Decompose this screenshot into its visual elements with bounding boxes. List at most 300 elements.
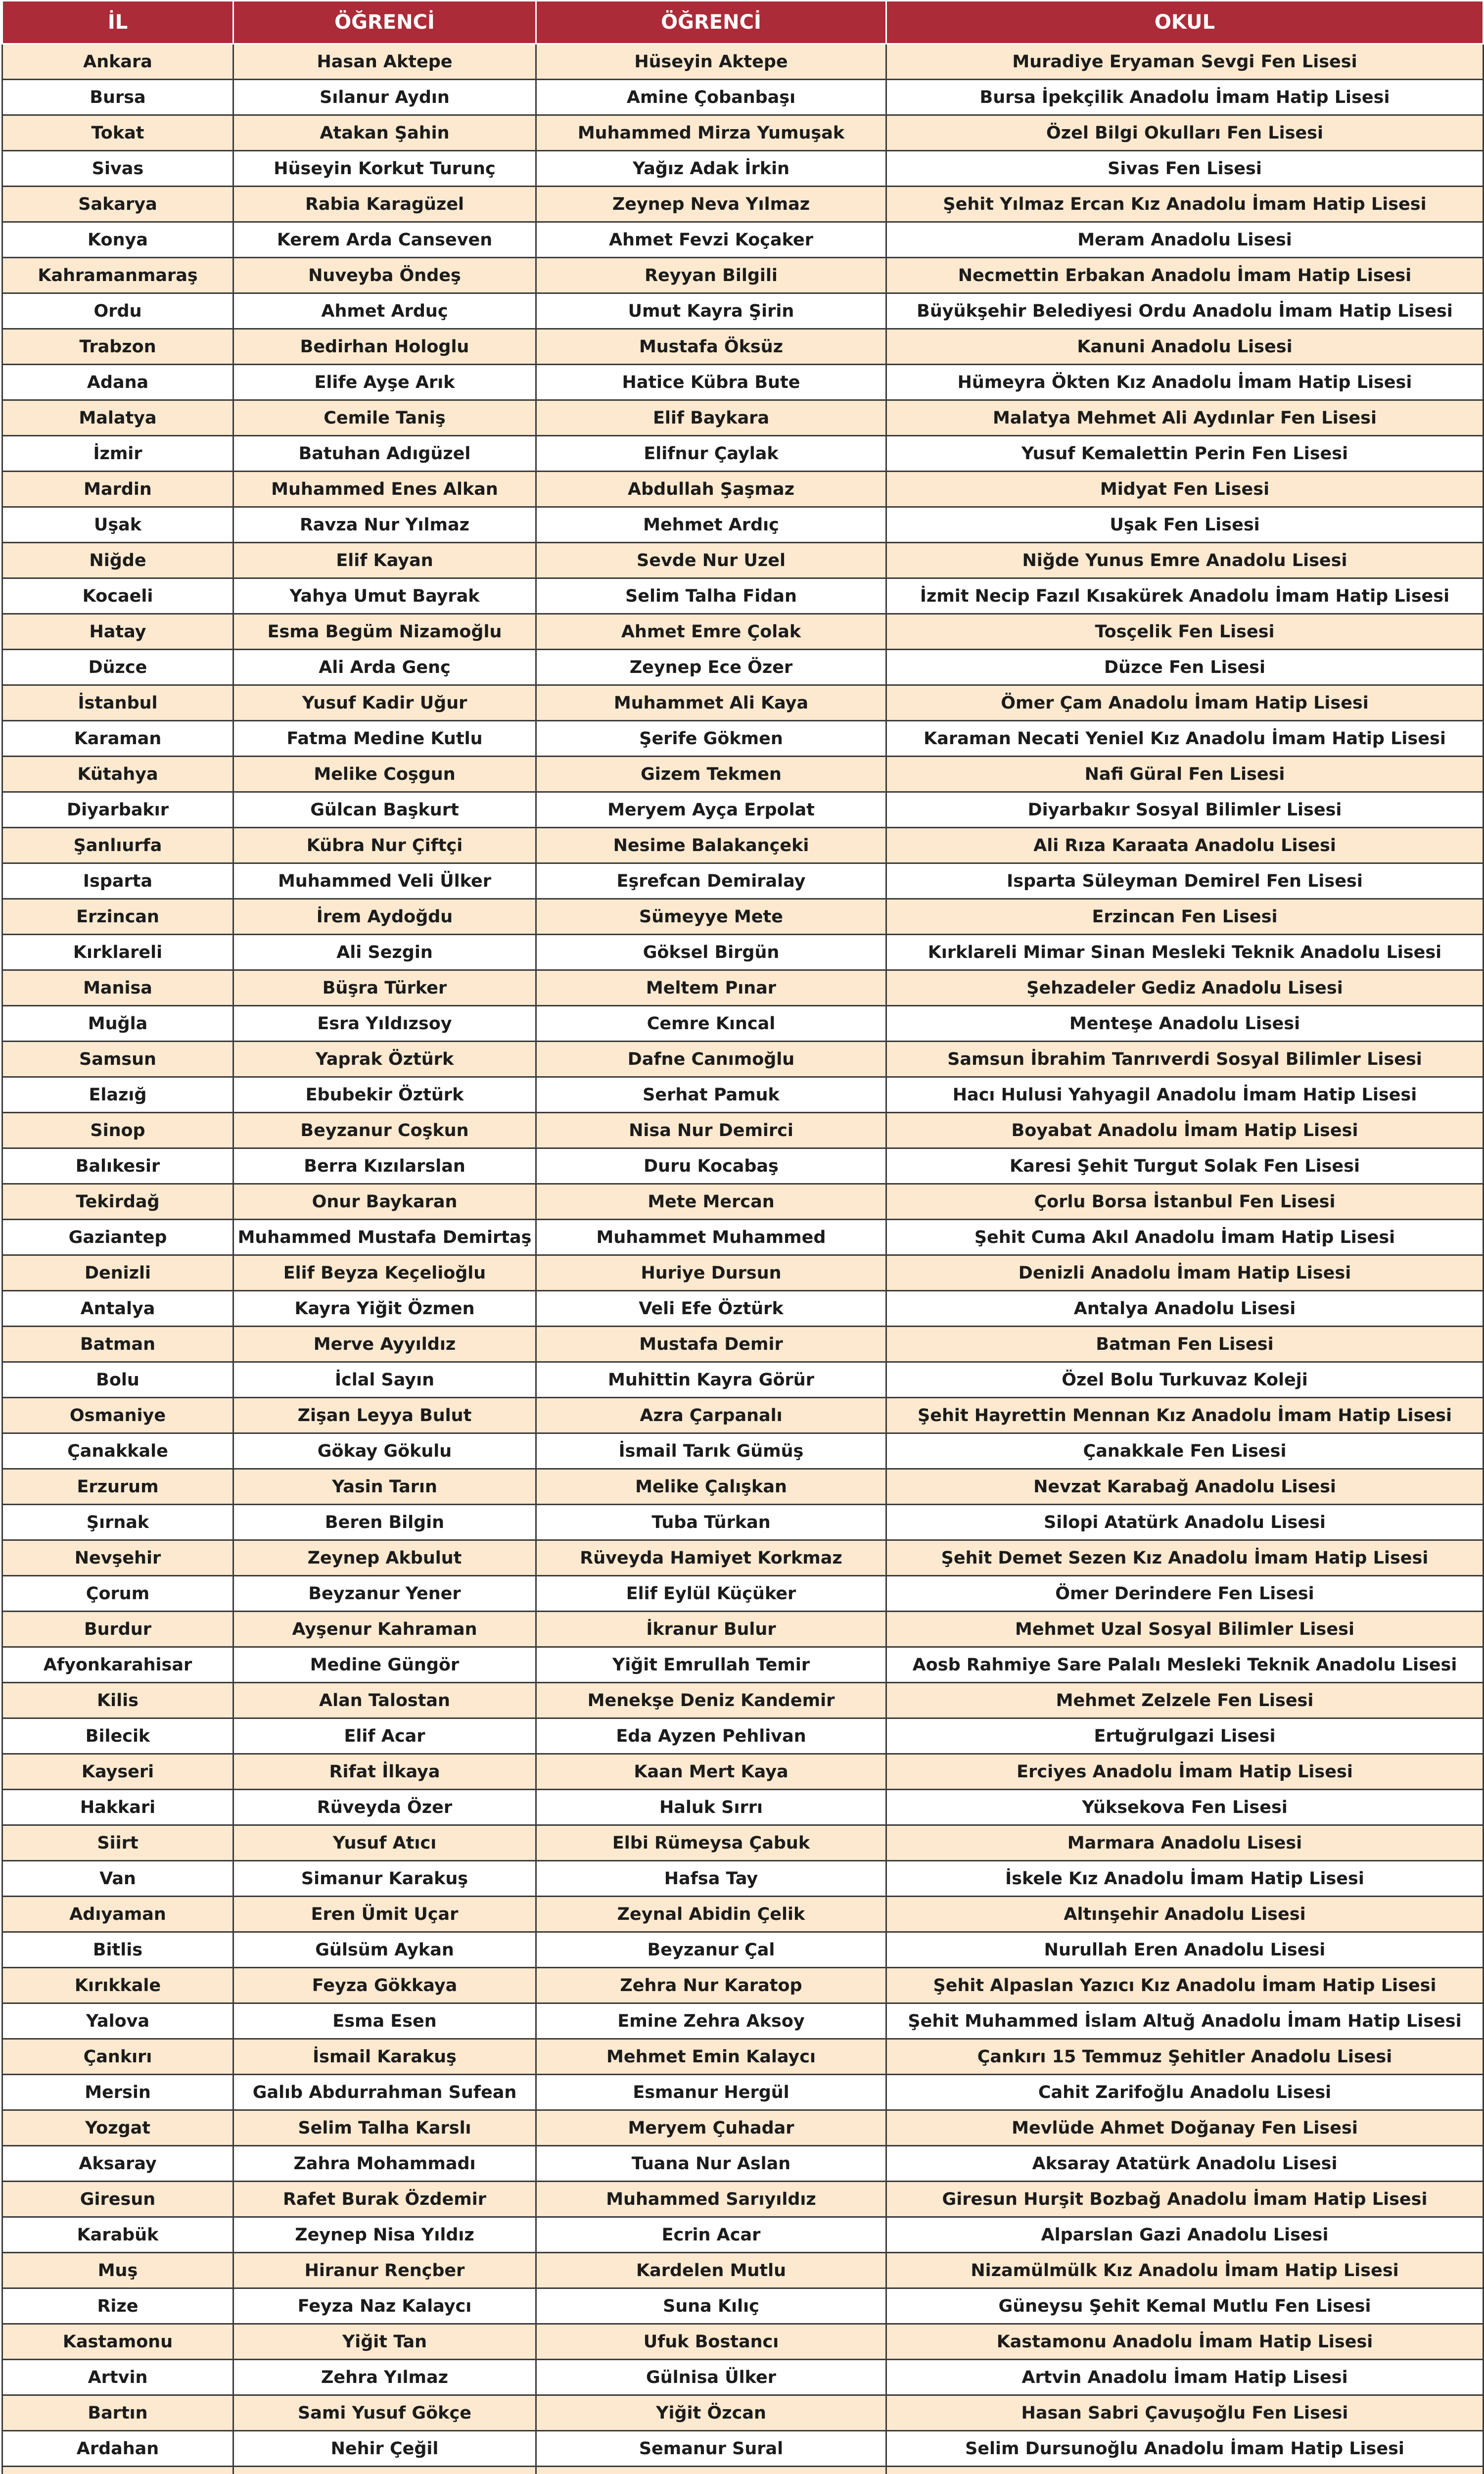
province-cell: Muğla <box>2 1006 233 1042</box>
table-row <box>2 258 1484 293</box>
school-cell: Tosçelik Fen Lisesi <box>886 614 1484 650</box>
province-cell: Yalova <box>2 2003 233 2039</box>
student-2-cell: Muhammed Sarıyıldız <box>536 2182 886 2217</box>
table-row <box>2 1398 1484 1433</box>
student-1-cell: Zahra Mohammadı <box>233 2146 536 2182</box>
province-cell: Erzincan <box>2 899 233 935</box>
student-1-cell: Kübra Nur Çiftçi <box>233 828 536 863</box>
table-row <box>2 757 1484 792</box>
table-row <box>2 222 1484 258</box>
school-cell: İskele Kız Anadolu İmam Hatip Lisesi <box>886 1861 1484 1897</box>
province-cell: Kilis <box>2 1683 233 1718</box>
table-row <box>2 1220 1484 1255</box>
student-1-cell: Eren Ümit Uçar <box>233 1897 536 1932</box>
student-2-cell: Muhittin Kayra Görür <box>536 1362 886 1398</box>
province-cell: Hatay <box>2 614 233 650</box>
school-cell: Şehit Muhammed İslam Altuğ Anadolu İmam Hatip Lisesi <box>886 2003 1484 2039</box>
province-cell: Kastamonu <box>2 2324 233 2360</box>
province-cell: Yozgat <box>2 2110 233 2146</box>
student-2-cell: Semanur Sural <box>536 2431 886 2467</box>
province-cell: Karaman <box>2 721 233 757</box>
table-row <box>2 935 1484 970</box>
table-row <box>2 899 1484 935</box>
student-1-cell: Nehir Çeğil <box>233 2431 536 2467</box>
school-cell: Midyat Fen Lisesi <box>886 472 1484 507</box>
student-1-cell: Ravza Nur Yılmaz <box>233 507 536 543</box>
province-cell: Burdur <box>2 1612 233 1647</box>
school-cell: Hümeyra Ökten Kız Anadolu İmam Hatip Lisesi <box>886 365 1484 400</box>
table-row <box>2 2003 1484 2039</box>
student-1-cell: Berra Kızılarslan <box>233 1148 536 1184</box>
table-row <box>2 472 1484 507</box>
student-1-cell: Gülcan Başkurt <box>233 792 536 828</box>
school-cell: Karesi Şehit Turgut Solak Fen Lisesi <box>886 1148 1484 1184</box>
student-1-cell: Esra Yıldızsoy <box>233 1006 536 1042</box>
student-1-cell: Beren Bilgin <box>233 1505 536 1540</box>
student-1-cell: Zeynep Akbulut <box>233 1540 536 1576</box>
table-row <box>2 1113 1484 1148</box>
student-2-cell <box>536 2467 886 2474</box>
school-cell: Antalya Anadolu Lisesi <box>886 1291 1484 1327</box>
table-row <box>2 792 1484 828</box>
table-row <box>2 721 1484 757</box>
table-row <box>2 80 1484 115</box>
table-header <box>2 1 1484 44</box>
school-cell: Mehmet Uzal Sosyal Bilimler Lisesi <box>886 1612 1484 1647</box>
school-cell: Silopi Atatürk Anadolu Lisesi <box>886 1505 1484 1540</box>
province-cell: Elazığ <box>2 1077 233 1113</box>
table-row <box>2 187 1484 222</box>
province-cell: Kayseri <box>2 1754 233 1790</box>
province-cell: Adana <box>2 365 233 400</box>
student-2-cell: Ufuk Bostancı <box>536 2324 886 2360</box>
province-cell: Malatya <box>2 400 233 436</box>
student-1-cell: Ahmet Arduç <box>233 293 536 329</box>
province-cell: Niğde <box>2 543 233 578</box>
student-2-cell: Beyzanur Çal <box>536 1932 886 1968</box>
table-row <box>2 1006 1484 1042</box>
student-1-cell: Feyza Gökkaya <box>233 1968 536 2003</box>
table-row <box>2 293 1484 329</box>
student-2-cell: Selim Talha Fidan <box>536 578 886 614</box>
table-row <box>2 2146 1484 2182</box>
student-2-cell: Haluk Sırrı <box>536 1790 886 1825</box>
province-cell: Düzce <box>2 650 233 685</box>
student-2-cell: Hafsa Tay <box>536 1861 886 1897</box>
school-cell: Erciyes Anadolu İmam Hatip Lisesi <box>886 1754 1484 1790</box>
school-cell: Meram Anadolu Lisesi <box>886 222 1484 258</box>
province-cell: Batman <box>2 1327 233 1362</box>
table-row <box>2 1576 1484 1612</box>
province-cell: Muş <box>2 2253 233 2288</box>
province-cell: Bilecik <box>2 1718 233 1754</box>
student-1-cell <box>233 2467 536 2474</box>
school-cell: Cahit Zarifoğlu Anadolu Lisesi <box>886 2075 1484 2110</box>
province-cell: Bartın <box>2 2395 233 2431</box>
school-cell: Şehzadeler Gediz Anadolu Lisesi <box>886 970 1484 1006</box>
student-1-cell: Muhammed Mustafa Demirtaş <box>233 1220 536 1255</box>
header-school: OKUL <box>886 1 1484 44</box>
province-cell: Bitlis <box>2 1932 233 1968</box>
student-2-cell: Zeynep Neva Yılmaz <box>536 187 886 222</box>
student-1-cell: Zehra Yılmaz <box>233 2360 536 2395</box>
province-cell: Bolu <box>2 1362 233 1398</box>
student-2-cell: Mustafa Demir <box>536 1327 886 1362</box>
student-2-cell: Menekşe Deniz Kandemir <box>536 1683 886 1718</box>
table-row <box>2 400 1484 436</box>
school-cell: Büyükşehir Belediyesi Ordu Anadolu İmam Hatip Lisesi <box>886 293 1484 329</box>
student-2-cell: Sümeyye Mete <box>536 899 886 935</box>
table-row <box>2 365 1484 400</box>
student-1-cell: Sami Yusuf Gökçe <box>233 2395 536 2431</box>
school-cell: Ömer Çam Anadolu İmam Hatip Lisesi <box>886 685 1484 721</box>
student-2-cell: Cemre Kıncal <box>536 1006 886 1042</box>
header-row <box>2 1 1484 44</box>
table-row <box>2 1184 1484 1220</box>
student-1-cell: Elife Ayşe Arık <box>233 365 536 400</box>
table-row <box>2 1683 1484 1718</box>
student-2-cell: Reyyan Bilgili <box>536 258 886 293</box>
province-cell: Kırklareli <box>2 935 233 970</box>
province-cell: Kırıkkale <box>2 1968 233 2003</box>
student-1-cell: Esma Begüm Nizamoğlu <box>233 614 536 650</box>
school-cell: Diyarbakır Sosyal Bilimler Lisesi <box>886 792 1484 828</box>
province-cell: Osmaniye <box>2 1398 233 1433</box>
school-cell: Düzce Fen Lisesi <box>886 650 1484 685</box>
student-1-cell: Yusuf Atıcı <box>233 1825 536 1861</box>
student-2-cell: Eda Ayzen Pehlivan <box>536 1718 886 1754</box>
student-1-cell: Rafet Burak Özdemir <box>233 2182 536 2217</box>
province-cell: Adıyaman <box>2 1897 233 1932</box>
student-1-cell: Hasan Aktepe <box>233 44 536 80</box>
province-cell: Karabük <box>2 2217 233 2253</box>
student-1-cell: Nuveyba Öndeş <box>233 258 536 293</box>
school-cell: Muradiye Eryaman Sevgi Fen Lisesi <box>886 44 1484 80</box>
province-cell: Uşak <box>2 507 233 543</box>
province-cell: Diyarbakır <box>2 792 233 828</box>
province-cell: Hakkari <box>2 1790 233 1825</box>
student-2-cell: Meltem Pınar <box>536 970 886 1006</box>
province-cell: Van <box>2 1861 233 1897</box>
province-cell: Erzurum <box>2 1469 233 1505</box>
student-1-cell: Büşra Türker <box>233 970 536 1006</box>
student-1-cell: Kayra Yiğit Özmen <box>233 1291 536 1327</box>
school-cell: Aosb Rahmiye Sare Palalı Mesleki Teknik Anadolu Lisesi <box>886 1647 1484 1683</box>
student-2-cell: Amine Çobanbaşı <box>536 80 886 115</box>
student-2-cell: Emine Zehra Aksoy <box>536 2003 886 2039</box>
school-cell: Mehmet Zelzele Fen Lisesi <box>886 1683 1484 1718</box>
student-1-cell: Muhammed Enes Alkan <box>233 472 536 507</box>
school-cell: Çanakkale Fen Lisesi <box>886 1433 1484 1469</box>
school-cell <box>886 2467 1484 2474</box>
student-2-cell: Kardelen Mutlu <box>536 2253 886 2288</box>
student-1-cell: Ali Sezgin <box>233 935 536 970</box>
student-2-cell: Nisa Nur Demirci <box>536 1113 886 1148</box>
student-2-cell: Nesime Balakançeki <box>536 828 886 863</box>
student-1-cell: Ali Arda Genç <box>233 650 536 685</box>
student-1-cell: Bedirhan Hologlu <box>233 329 536 365</box>
header-student-2: ÖĞRENCİ <box>536 1 886 44</box>
province-cell: Rize <box>2 2288 233 2324</box>
student-2-cell: Suna Kılıç <box>536 2288 886 2324</box>
student-2-cell: Kaan Mert Kaya <box>536 1754 886 1790</box>
school-cell: Şehit Cuma Akıl Anadolu İmam Hatip Lisesi <box>886 1220 1484 1255</box>
table-row <box>2 2360 1484 2395</box>
school-cell: Giresun Hurşit Bozbağ Anadolu İmam Hatip Lisesi <box>886 2182 1484 2217</box>
student-2-cell: Eşrefcan Demiralay <box>536 863 886 899</box>
student-1-cell: Gökay Gökulu <box>233 1433 536 1469</box>
province-cell: Tekirdağ <box>2 1184 233 1220</box>
table-row <box>2 1469 1484 1505</box>
student-1-cell: Elif Beyza Keçelioğlu <box>233 1255 536 1291</box>
student-2-cell: Hatice Kübra Bute <box>536 365 886 400</box>
school-cell: Isparta Süleyman Demirel Fen Lisesi <box>886 863 1484 899</box>
school-cell: Selim Dursunoğlu Anadolu İmam Hatip Lisesi <box>886 2431 1484 2467</box>
province-cell: Çorum <box>2 1576 233 1612</box>
student-2-cell: İsmail Tarık Gümüş <box>536 1433 886 1469</box>
province-cell: Kocaeli <box>2 578 233 614</box>
school-cell: Güneysu Şehit Kemal Mutlu Fen Lisesi <box>886 2288 1484 2324</box>
student-2-cell: Serhat Pamuk <box>536 1077 886 1113</box>
province-cell: Sivas <box>2 151 233 187</box>
student-2-cell: Gülnisa Ülker <box>536 2360 886 2395</box>
student-1-cell: Selim Talha Karslı <box>233 2110 536 2146</box>
province-cell: Kahramanmaraş <box>2 258 233 293</box>
school-cell: Alparslan Gazi Anadolu Lisesi <box>886 2217 1484 2253</box>
school-cell: Hasan Sabri Çavuşoğlu Fen Lisesi <box>886 2395 1484 2431</box>
student-1-cell: Cemile Taniş <box>233 400 536 436</box>
student-2-cell: Mehmet Emin Kalaycı <box>536 2039 886 2075</box>
table-row <box>2 1148 1484 1184</box>
student-2-cell: Elbi Rümeysa Çabuk <box>536 1825 886 1861</box>
school-cell: Sivas Fen Lisesi <box>886 151 1484 187</box>
table-body <box>2 44 1484 2474</box>
student-1-cell: Elif Acar <box>233 1718 536 1754</box>
student-2-cell: Veli Efe Öztürk <box>536 1291 886 1327</box>
table-row <box>2 507 1484 543</box>
table-row <box>2 1647 1484 1683</box>
student-1-cell: Fatma Medine Kutlu <box>233 721 536 757</box>
table-row <box>2 1540 1484 1576</box>
table-row <box>2 1932 1484 1968</box>
student-2-cell: Elif Baykara <box>536 400 886 436</box>
student-1-cell: Alan Talostan <box>233 1683 536 1718</box>
table-row <box>2 2324 1484 2360</box>
table-row <box>2 1327 1484 1362</box>
school-cell: Özel Bilgi Okulları Fen Lisesi <box>886 115 1484 151</box>
province-cell: Çanakkale <box>2 1433 233 1469</box>
table-row <box>2 1790 1484 1825</box>
student-1-cell: Kerem Arda Canseven <box>233 222 536 258</box>
student-1-cell: Galıb Abdurrahman Sufean <box>233 2075 536 2110</box>
school-cell: Nurullah Eren Anadolu Lisesi <box>886 1932 1484 1968</box>
school-cell: Batman Fen Lisesi <box>886 1327 1484 1362</box>
table-row <box>2 1897 1484 1932</box>
student-1-cell: Atakan Şahin <box>233 115 536 151</box>
student-1-cell: Yasin Tarın <box>233 1469 536 1505</box>
school-cell: Ertuğrulgazi Lisesi <box>886 1718 1484 1754</box>
student-2-cell: Mustafa Öksüz <box>536 329 886 365</box>
province-cell: Kütahya <box>2 757 233 792</box>
table-row <box>2 1612 1484 1647</box>
school-cell: Boyabat Anadolu İmam Hatip Lisesi <box>886 1113 1484 1148</box>
table-row <box>2 2253 1484 2288</box>
table-row <box>2 578 1484 614</box>
school-cell: Aksaray Atatürk Anadolu Lisesi <box>886 2146 1484 2182</box>
school-cell: Kırklareli Mimar Sinan Mesleki Teknik Anadolu Lisesi <box>886 935 1484 970</box>
table-row <box>2 436 1484 472</box>
student-1-cell: Onur Baykaran <box>233 1184 536 1220</box>
school-cell: Yusuf Kemalettin Perin Fen Lisesi <box>886 436 1484 472</box>
student-1-cell: Beyzanur Yener <box>233 1576 536 1612</box>
student-1-cell: Zişan Leyya Bulut <box>233 1398 536 1433</box>
school-cell: Şehit Demet Sezen Kız Anadolu İmam Hatip Lisesi <box>886 1540 1484 1576</box>
table-row <box>2 1362 1484 1398</box>
province-cell: Isparta <box>2 863 233 899</box>
school-cell: Çorlu Borsa İstanbul Fen Lisesi <box>886 1184 1484 1220</box>
school-cell: Artvin Anadolu İmam Hatip Lisesi <box>886 2360 1484 2395</box>
student-1-cell: Yiğit Tan <box>233 2324 536 2360</box>
student-1-cell: Feyza Naz Kalaycı <box>233 2288 536 2324</box>
province-cell: Siirt <box>2 1825 233 1861</box>
school-cell: Yüksekova Fen Lisesi <box>886 1790 1484 1825</box>
student-1-cell: İrem Aydoğdu <box>233 899 536 935</box>
school-cell: Altınşehir Anadolu Lisesi <box>886 1897 1484 1932</box>
province-cell: Mersin <box>2 2075 233 2110</box>
student-2-cell: Zeynal Abidin Çelik <box>536 1897 886 1932</box>
student-2-cell: Umut Kayra Şirin <box>536 293 886 329</box>
province-cell: Konya <box>2 222 233 258</box>
school-cell: Şehit Hayrettin Mennan Kız Anadolu İmam Hatip Lisesi <box>886 1398 1484 1433</box>
student-1-cell: Yaprak Öztürk <box>233 1042 536 1077</box>
school-cell: Kastamonu Anadolu İmam Hatip Lisesi <box>886 2324 1484 2360</box>
student-2-cell: Yağız Adak İrkin <box>536 151 886 187</box>
province-cell: Denizli <box>2 1255 233 1291</box>
school-cell: Hacı Hulusi Yahyagil Anadolu İmam Hatip Lisesi <box>886 1077 1484 1113</box>
school-cell: Nafi Güral Fen Lisesi <box>886 757 1484 792</box>
province-cell: Şırnak <box>2 1505 233 1540</box>
table-row <box>2 1077 1484 1113</box>
student-2-cell: İkranur Bulur <box>536 1612 886 1647</box>
student-1-cell: Ebubekir Öztürk <box>233 1077 536 1113</box>
table-row <box>2 2467 1484 2474</box>
table-row <box>2 1861 1484 1897</box>
school-cell: Denizli Anadolu İmam Hatip Lisesi <box>886 1255 1484 1291</box>
table-row <box>2 151 1484 187</box>
student-1-cell: Esma Esen <box>233 2003 536 2039</box>
province-cell: Çankırı <box>2 2039 233 2075</box>
student-2-cell: Huriye Dursun <box>536 1255 886 1291</box>
student-2-cell: Tuana Nur Aslan <box>536 2146 886 2182</box>
table-row <box>2 1754 1484 1790</box>
province-cell: Artvin <box>2 2360 233 2395</box>
student-1-cell: Batuhan Adıgüzel <box>233 436 536 472</box>
school-cell: Nevzat Karabağ Anadolu Lisesi <box>886 1469 1484 1505</box>
student-2-cell: Zeynep Ece Özer <box>536 650 886 685</box>
student-2-cell: Ecrin Acar <box>536 2217 886 2253</box>
student-2-cell: Yiğit Emrullah Temir <box>536 1647 886 1683</box>
province-cell: Mardin <box>2 472 233 507</box>
table-row <box>2 44 1484 80</box>
table-row <box>2 2182 1484 2217</box>
table-row <box>2 1042 1484 1077</box>
student-1-cell: Ayşenur Kahraman <box>233 1612 536 1647</box>
table-row <box>2 970 1484 1006</box>
student-2-cell: Hüseyin Aktepe <box>536 44 886 80</box>
student-2-cell: Muhammet Ali Kaya <box>536 685 886 721</box>
student-1-cell: Muhammed Veli Ülker <box>233 863 536 899</box>
student-1-cell: Beyzanur Coşkun <box>233 1113 536 1148</box>
province-cell: Trabzon <box>2 329 233 365</box>
student-2-cell: Mehmet Ardıç <box>536 507 886 543</box>
school-cell: Ömer Derindere Fen Lisesi <box>886 1576 1484 1612</box>
student-1-cell: Elif Kayan <box>233 543 536 578</box>
student-2-cell: Melike Çalışkan <box>536 1469 886 1505</box>
student-2-cell: Gizem Tekmen <box>536 757 886 792</box>
province-cell: Samsun <box>2 1042 233 1077</box>
student-1-cell: Melike Coşgun <box>233 757 536 792</box>
table-row <box>2 1968 1484 2003</box>
student-2-cell: Rüveyda Hamiyet Korkmaz <box>536 1540 886 1576</box>
student-1-cell: Yusuf Kadir Uğur <box>233 685 536 721</box>
table-row <box>2 2217 1484 2253</box>
header-province: İL <box>2 1 233 44</box>
student-1-cell: İsmail Karakuş <box>233 2039 536 2075</box>
table-row <box>2 2288 1484 2324</box>
province-cell: Sakarya <box>2 187 233 222</box>
province-cell: Antalya <box>2 1291 233 1327</box>
student-1-cell: Gülsüm Aykan <box>233 1932 536 1968</box>
school-cell: Niğde Yunus Emre Anadolu Lisesi <box>886 543 1484 578</box>
student-2-cell: Tuba Türkan <box>536 1505 886 1540</box>
student-2-cell: Yiğit Özcan <box>536 2395 886 2431</box>
table-row <box>2 2110 1484 2146</box>
student-2-cell: Azra Çarpanalı <box>536 1398 886 1433</box>
school-cell: Nizamülmülk Kız Anadolu İmam Hatip Lisesi <box>886 2253 1484 2288</box>
province-cell: Giresun <box>2 2182 233 2217</box>
province-cell: Şanlıurfa <box>2 828 233 863</box>
table-row <box>2 1255 1484 1291</box>
school-cell: Uşak Fen Lisesi <box>886 507 1484 543</box>
student-2-cell: Mete Mercan <box>536 1184 886 1220</box>
table-row <box>2 685 1484 721</box>
table-row <box>2 543 1484 578</box>
school-cell: Mevlüde Ahmet Doğanay Fen Lisesi <box>886 2110 1484 2146</box>
student-2-cell: Muhammet Muhammed <box>536 1220 886 1255</box>
school-cell: Karaman Necati Yeniel Kız Anadolu İmam Hatip Lisesi <box>886 721 1484 757</box>
province-cell <box>2 2467 233 2474</box>
table-row <box>2 2039 1484 2075</box>
student-school-table <box>1 0 1484 2474</box>
student-2-cell: Esmanur Hergül <box>536 2075 886 2110</box>
school-cell: Necmettin Erbakan Anadolu İmam Hatip Lisesi <box>886 258 1484 293</box>
province-cell: Bursa <box>2 80 233 115</box>
province-cell: İzmir <box>2 436 233 472</box>
province-cell: Ordu <box>2 293 233 329</box>
table-row <box>2 329 1484 365</box>
student-1-cell: Medine Güngör <box>233 1647 536 1683</box>
student-2-cell: Elif Eylül Küçüker <box>536 1576 886 1612</box>
table-row <box>2 828 1484 863</box>
province-cell: Gaziantep <box>2 1220 233 1255</box>
header-student-1: ÖĞRENCİ <box>233 1 536 44</box>
student-1-cell: Merve Ayyıldız <box>233 1327 536 1362</box>
student-1-cell: Rüveyda Özer <box>233 1790 536 1825</box>
table-row <box>2 2395 1484 2431</box>
school-cell: Bursa İpekçilik Anadolu İmam Hatip Lisesi <box>886 80 1484 115</box>
table-row <box>2 2431 1484 2467</box>
school-cell: Kanuni Anadolu Lisesi <box>886 329 1484 365</box>
